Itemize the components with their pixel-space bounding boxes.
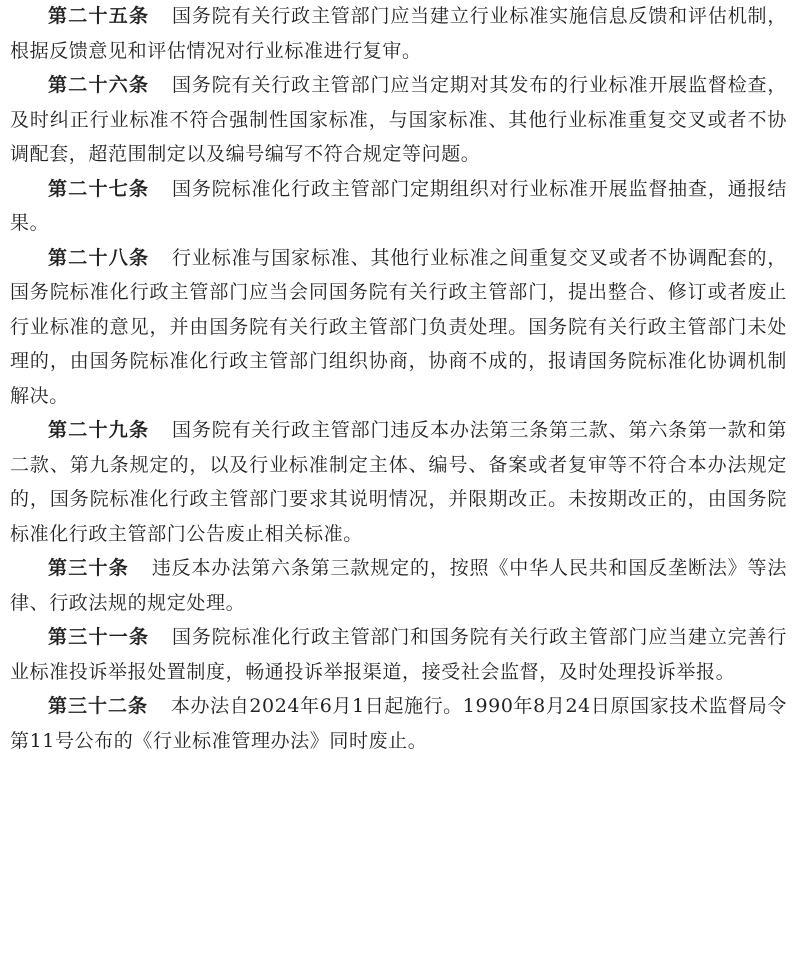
article-31: [10, 620, 787, 689]
article-number: 第二十八条: [48, 246, 150, 269]
article-number: 第三十一条: [48, 626, 150, 648]
article-text: 违反本办法第六条第三款规定的，按照《中华人民共和国反垄断法》等法律、行政法规的规定处理。: [10, 557, 787, 614]
article-25: [10, 0, 787, 68]
article-30: [10, 551, 787, 620]
article-26: [10, 68, 787, 172]
article-text: 国务院有关行政主管部门违反本办法第三条第三款、第六条第一款和第二款、第九条规定的，以及行业标准制定主体、编号、备案或者复审等不符合本办法规定的，国务院标准化行政主管部门要求其说明情况，并限期改正。未按期改正的，由国务院标准化行政主管部门公告废止相关标准。: [10, 419, 787, 545]
article-29: [10, 413, 787, 551]
article-text: 本办法自2024年6月1日起施行。1990年8月24日原国家技术监督局令第11号公布的《行业标准管理办法》同时废止。: [10, 695, 787, 752]
article-number: 第二十七条: [48, 177, 150, 200]
article-text: 国务院标准化行政主管部门定期组织对行业标准开展监督抽查，通报结果。: [10, 177, 787, 234]
article-number: 第三十二条: [48, 695, 149, 717]
article-text: 行业标准与国家标准、其他行业标准之间重复交叉或者不协调配套的，国务院标准化行政主管部门应当会同国务院有关行政主管部门，提出整合、修订或者废止行业标准的意见，并由国务院有关行政主管部门负责处理。国务院有关行政主管部门未处理的，由国务院标准化行政主管部门组织协商，协商不成的，报请国务院标准化协调机制解决。: [10, 246, 787, 407]
article-text: 国务院有关行政主管部门应当建立行业标准实施信息反馈和评估机制，根据反馈意见和评估情况对行业标准进行复审。: [10, 5, 787, 62]
article-number: 第二十五条: [48, 5, 150, 27]
article-28: [10, 241, 787, 414]
article-number: 第三十条: [48, 557, 130, 579]
article-32: [10, 689, 787, 758]
article-number: 第二十九条: [48, 419, 150, 441]
article-text: 国务院标准化行政主管部门和国务院有关行政主管部门应当建立完善行业标准投诉举报处置制度，畅通投诉举报渠道，接受社会监督，及时处理投诉举报。: [10, 626, 787, 683]
article-number: 第二十六条: [48, 74, 150, 96]
article-text: 国务院有关行政主管部门应当定期对其发布的行业标准开展监督检查，及时纠正行业标准不符合强制性国家标准，与国家标准、其他行业标准重复交叉或者不协调配套，超范围制定以及编号编写不符合规定等问题。: [10, 74, 787, 165]
article-27: [10, 172, 787, 241]
